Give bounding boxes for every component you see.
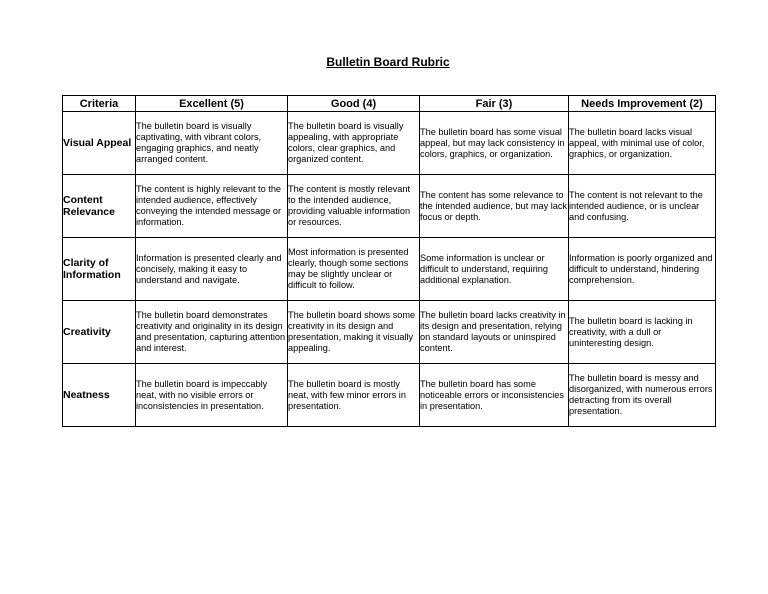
good-cell: The content is mostly relevant to the intended audience, providing valuable information or resources. [288,175,420,238]
table-row [63,175,716,238]
criterion-cell: Content Relevance [63,175,136,238]
fair-cell: The bulletin board lacks creativity in its design and presentation, relying on standard layouts or uninspired content. [420,301,569,364]
good-cell: Most information is presented clearly, though some sections may be slightly unclear or difficult to follow. [288,238,420,301]
excellent-cell: The content is highly relevant to the intended audience, effectively conveying the intended message or information. [136,175,288,238]
needs-improvement-cell: Information is poorly organized and difficult to understand, hindering comprehension. [569,238,716,301]
excellent-cell: The bulletin board is impeccably neat, with no visible errors or inconsistencies in presentation. [136,364,288,427]
needs-improvement-cell: The bulletin board lacks visual appeal, with minimal use of color, graphics, or organization. [569,112,716,175]
needs-improvement-cell: The content is not relevant to the intended audience, or is unclear and confusing. [569,175,716,238]
header-excellent: Excellent (5) [136,96,288,112]
good-cell: The bulletin board shows some creativity in its design and presentation, making it visually appealing. [288,301,420,364]
fair-cell: Some information is unclear or difficult to understand, requiring additional explanation. [420,238,569,301]
needs-improvement-cell: The bulletin board is lacking in creativity, with a dull or uninteresting design. [569,301,716,364]
fair-cell: The content has some relevance to the intended audience, but may lack focus or depth. [420,175,569,238]
page-title: Bulletin Board Rubric [326,55,450,69]
header-fair: Fair (3) [420,96,569,112]
table-row [63,112,716,175]
criterion-cell: Creativity [63,301,136,364]
header-row [63,96,716,112]
rubric-table [62,95,716,427]
header-good: Good (4) [288,96,420,112]
criterion-cell: Visual Appeal [63,112,136,175]
excellent-cell: The bulletin board demonstrates creativity and originality in its design and presentation, capturing attention and interest. [136,301,288,364]
table-row [63,238,716,301]
needs-improvement-cell: The bulletin board is messy and disorganized, with numerous errors detracting from its overall presentation. [569,364,716,427]
good-cell: The bulletin board is mostly neat, with few minor errors in presentation. [288,364,420,427]
header-criteria: Criteria [63,96,136,112]
header-needs-improvement: Needs Improvement (2) [569,96,716,112]
good-cell: The bulletin board is visually appealing, with appropriate colors, clear graphics, and organized content. [288,112,420,175]
table-row [63,301,716,364]
criterion-cell: Neatness [63,364,136,427]
fair-cell: The bulletin board has some visual appeal, but may lack consistency in colors, graphics, or organization. [420,112,569,175]
excellent-cell: Information is presented clearly and concisely, making it easy to understand and navigate. [136,238,288,301]
criterion-cell: Clarity of Information [63,238,136,301]
table-row [63,364,716,427]
excellent-cell: The bulletin board is visually captivating, with vibrant colors, engaging graphics, and neatly arranged content. [136,112,288,175]
fair-cell: The bulletin board has some noticeable errors or inconsistencies in presentation. [420,364,569,427]
